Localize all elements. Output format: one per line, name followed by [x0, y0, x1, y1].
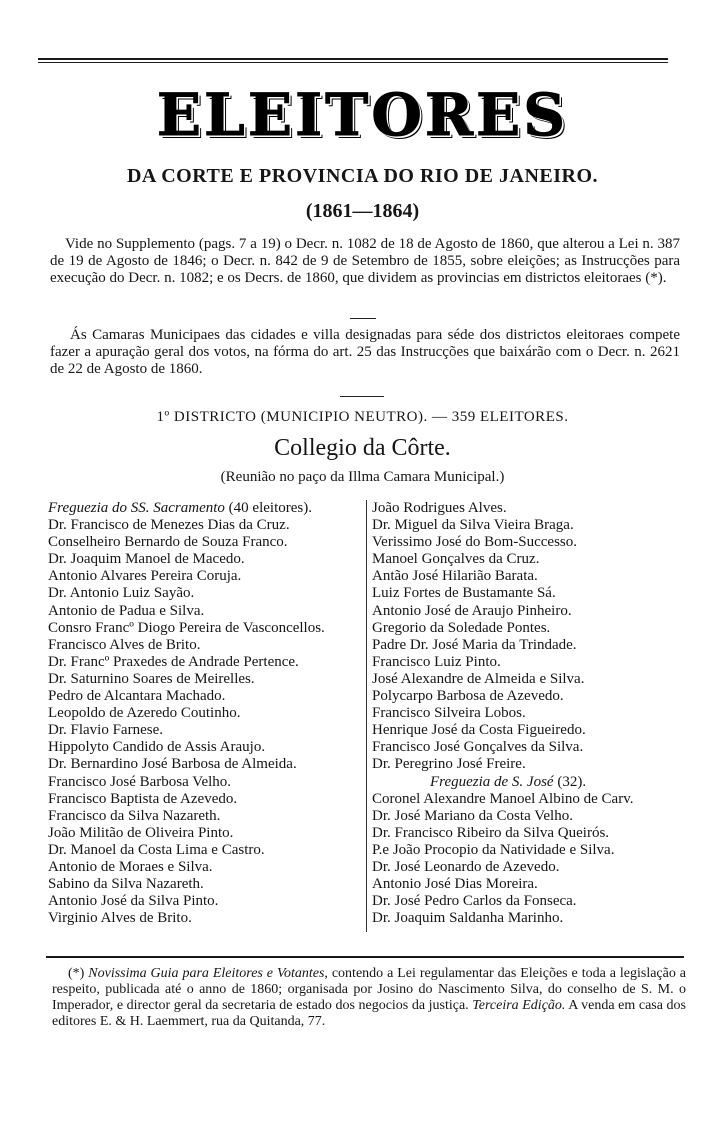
list-item: Antonio José Dias Moreira. [372, 876, 538, 893]
list-item: Dr. Flavio Farnese. [48, 722, 163, 739]
list-item: Coronel Alexandre Manoel Albino de Carv. [372, 790, 634, 807]
list-item: Francisco Luiz Pinto. [372, 653, 501, 670]
list-item: Francisco José Barbosa Velho. [48, 773, 232, 790]
list-item: Dr. Joaquim Manoel de Macedo. [48, 551, 245, 568]
district-heading: 1º DISTRICTO (MUNICIPIO NEUTRO). — 359 ELEITORES. [156, 409, 569, 425]
footnote [52, 966, 686, 1030]
list-item: João Rodrigues Alves. [372, 500, 507, 516]
list-item: Dr. Peregrino José Freire. [372, 756, 526, 773]
list-item: Dr. José Pedro Carlos da Fonseca. [372, 893, 577, 910]
footnote-rule [46, 956, 684, 958]
footnote-text-a: , contendo a Lei regulamentar das Eleições e toda a legislação a respeito, publicada até o anno de 1860; organisada por Josino do Nascimento Silva, do conselho de S. M. o Imperador, e director geral da secretaria de estado dos negocios da justiça. [52, 966, 687, 1013]
top-double-rule [38, 58, 668, 63]
short-divider-1 [350, 318, 376, 319]
list-item: Antonio José de Araujo Pinheiro. [372, 602, 572, 619]
list-item: Padre Dr. José Maria da Trindade. [372, 636, 577, 653]
list-item: Dr. Francisco de Menezes Dias da Cruz. [48, 517, 290, 534]
list-item: Dr. José Mariano da Costa Velho. [372, 807, 573, 824]
page-title: ELEITORES [156, 81, 569, 149]
list-item: Antonio José da Silva Pinto. [48, 893, 219, 910]
list-item: Henrique José da Costa Figueiredo. [372, 722, 586, 739]
list-item: Antonio de Moraes e Silva. [48, 858, 213, 875]
page-subtitle: DA CORTE E PROVINCIA DO RIO DE JANEIRO. [126, 165, 599, 187]
list-item: Dr. Miguel da Silva Vieira Braga. [372, 517, 574, 534]
list-item: Dr. Manoel da Costa Lima e Castro. [48, 841, 265, 858]
list-item: João Militão de Oliveira Pinto. [48, 824, 234, 841]
list-item: Luiz Fortes de Bustamante Sá. [372, 585, 556, 602]
college-heading: Collegio da Côrte. [274, 435, 451, 461]
parish-count: (40 eleitores). [228, 500, 312, 516]
list-item: José Alexandre de Almeida e Silva. [372, 670, 585, 687]
parish-heading-sacramento [48, 500, 364, 517]
parish-count: (32). [557, 773, 587, 790]
list-item: Consro Francº Diogo Pereira de Vasconcellos. [48, 619, 325, 636]
list-item: Sabino da Silva Nazareth. [48, 876, 204, 893]
right-column [372, 500, 682, 927]
list-item: Dr. Antonio Luiz Sayão. [48, 585, 195, 602]
list-item: Conselheiro Bernardo de Souza Franco. [48, 534, 288, 551]
parish-heading-sao-jose [372, 774, 682, 791]
list-item: Antonio Alvares Pereira Coruja. [48, 568, 242, 585]
left-column [48, 500, 364, 927]
list-item: Virginio Alves de Brito. [48, 910, 192, 927]
list-item: Dr. Bernardino José Barbosa de Almeida. [48, 756, 297, 773]
list-item: Francisco José Gonçalves da Silva. [372, 739, 584, 756]
meeting-note: (Reunião no paço da Illma Camara Municipal.) [220, 469, 505, 485]
list-item: Leopoldo de Azeredo Coutinho. [48, 705, 241, 722]
list-item: Polycarpo Barbosa de Azevedo. [372, 688, 564, 705]
list-item: P.e João Procopio da Natividade e Silva. [372, 841, 615, 858]
list-item: Francisco Silveira Lobos. [372, 705, 526, 722]
list-item: Gregorio da Soledade Pontes. [372, 619, 551, 636]
footnote-text-b: A venda em casa dos editores E. & H. Laemmert, rua da Quitanda, 77. [52, 998, 686, 1029]
years-range: (1861—1864) [305, 200, 420, 222]
list-item: Antão José Hilarião Barata. [372, 568, 538, 585]
footnote-edition: Terceira Edição. [472, 998, 566, 1013]
list-item: Verissimo José do Bom-Successo. [372, 534, 577, 551]
list-item: Hippolyto Candido de Assis Araujo. [48, 739, 266, 756]
list-item: Dr. Francisco Ribeiro da Silva Queirós. [372, 824, 610, 841]
list-item: Dr. Saturnino Soares de Meirelles. [48, 670, 255, 687]
list-item: Francisco Baptista de Azevedo. [48, 790, 238, 807]
intro-paragraph: Vide no Supplemento (pags. 7 a 19) o Decr. n. 1082 de 18 de Agosto de 1860, que alterou a Lei n. 387 de 19 de Agosto de 1846; o Decr. n. 842 de 9 de Setembro de 1855, sobre eleições; as Instrucções para execução do Decr. n. 1082; e os Decrs. de 1860, que dividem as provincias em districtos eleitoraes (*). [50, 236, 680, 286]
list-item: Manoel Gonçalves da Cruz. [372, 551, 540, 568]
parish-name: Freguezia de S. José [430, 773, 554, 790]
footnote-marker: (*) [68, 966, 85, 981]
list-item: Pedro de Alcantara Machado. [48, 688, 226, 705]
camaras-paragraph: Ás Camaras Municipaes das cidades e villa designadas para séde dos districtos eleitoraes compete fazer a apuração geral dos votos, na fórma do art. 25 das Instrucções que baixárão com o Decr. n. 2621 de 22 de Agosto de 1860. [50, 327, 680, 377]
short-divider-2 [340, 396, 384, 397]
list-item: Antonio de Padua e Silva. [48, 602, 205, 619]
parish-name: Freguezia do SS. Sacramento [48, 500, 225, 516]
list-item: Francisco da Silva Nazareth. [48, 807, 221, 824]
list-item: Dr. Francº Praxedes de Andrade Pertence. [48, 653, 299, 670]
footnote-book-title: Novissima Guia para Eleitores e Votantes [88, 966, 325, 981]
column-divider [366, 500, 367, 932]
list-item: Francisco Alves de Brito. [48, 636, 201, 653]
list-item: Dr. José Leonardo de Azevedo. [372, 858, 560, 875]
list-item: Dr. Joaquim Saldanha Marinho. [372, 910, 564, 927]
